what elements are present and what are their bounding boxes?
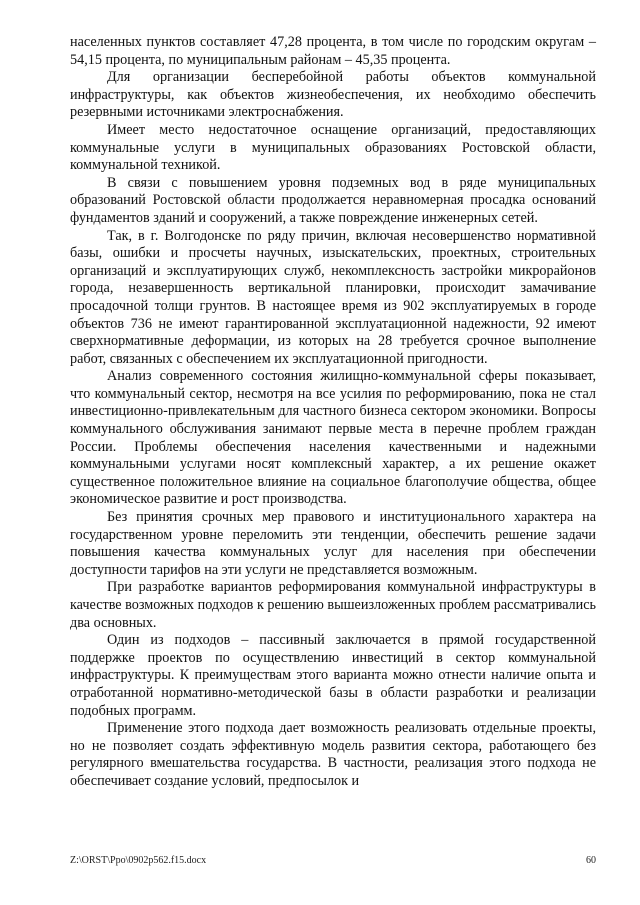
paragraph-4: В связи с повышением уровня подземных вод в ряде муниципальных образований Ростовской области продолжается неравномерная просадка оснований фундаментов зданий и сооружений, а также повреждение инженерных сетей. xyxy=(70,174,596,226)
paragraph-3: Имеет место недостаточное оснащение организаций, предоставляющих коммунальные услуги в муниципальных образованиях Ростовской области, коммунальной техникой. xyxy=(70,121,596,174)
paragraph-10: Применение этого подхода дает возможность реализовать отдельные проекты, но не позволяет создать эффективную модель развития сектора, работающего без регулярного вмешательства государства. В частности, реализация этого подхода не обеспечивает создание условий, предпосылок и xyxy=(70,720,596,789)
paragraph-5: Так, в г. Волгодонске по ряду причин, включая несовершенство нормативной базы, ошибки и просчеты научных, изыскательских, проектных, строительных организаций и эксплуатирующих служб, некомплексность застройки микрорайонов города, незавершенность вертикальной планировки, происходит замачивание просадочной толщи грунтов. В настоящее время из 902 эксплуатируемых в городе объектов 736 не имеют гарантированной эксплуатационной надежности, 92 имеют сверхнормативные деформации, из которых на 28 требуется срочное выполнение работ, связанных с обеспечением их эксплуатационной пригодности. xyxy=(70,227,596,367)
paragraph-7: Без принятия срочных мер правового и институционального характера на государственном уровне переломить эти тенденции, обеспечить решение задачи повышения качества коммунальных услуг для населения при обеспечении доступности тарифов на эти услуги не представляется возможным. xyxy=(70,509,596,578)
page-number: 60 xyxy=(586,855,596,866)
paragraph-1: населенных пунктов составляет 47,28 процента, в том числе по городским округам – 54,15 процента, по муниципальным районам – 45,35 процента. xyxy=(70,34,596,68)
paragraph-6: Анализ современного состояния жилищно-коммунальной сферы показывает, что коммунальный сектор, несмотря на все усилия по реформированию, пока не стал инвестиционно-привлекательным для частного бизнеса сектором экономики. Вопросы коммунального обслуживания занимают первые места в перечне проблем граждан России. Проблемы обеспечения населения качественными и надежными коммунальными услугами носят комплексный характер, а их решение окажет существенное положительное влияние на социальное благополучие общества, общее экономическое развитие и рост производства. xyxy=(70,368,596,508)
paragraph-2: Для организации бесперебойной работы объектов коммунальной инфраструктуры, как объектов жизнеобеспечения, их необходимо обеспечить резервными источниками электроснабжения. xyxy=(70,69,596,121)
paragraph-9: Один из подходов – пассивный заключается в прямой государственной поддержке проектов по осуществлению инвестиций в сектор коммунальной инфраструктуры. К преимуществам этого варианта можно отнести наличие опыта и отработанной нормативно-методической базы в области разработки и реализации подобных программ. xyxy=(70,632,596,719)
footer-file-path: Z:\ORST\Ppo\0902p562.f15.docx xyxy=(70,855,207,866)
paragraph-8: При разработке вариантов реформирования коммунальной инфраструктуры в качестве возможных подходов к решению вышеизложенных проблем рассматривались два основных. xyxy=(70,579,596,631)
page-footer xyxy=(70,855,596,866)
document-body xyxy=(70,34,596,791)
